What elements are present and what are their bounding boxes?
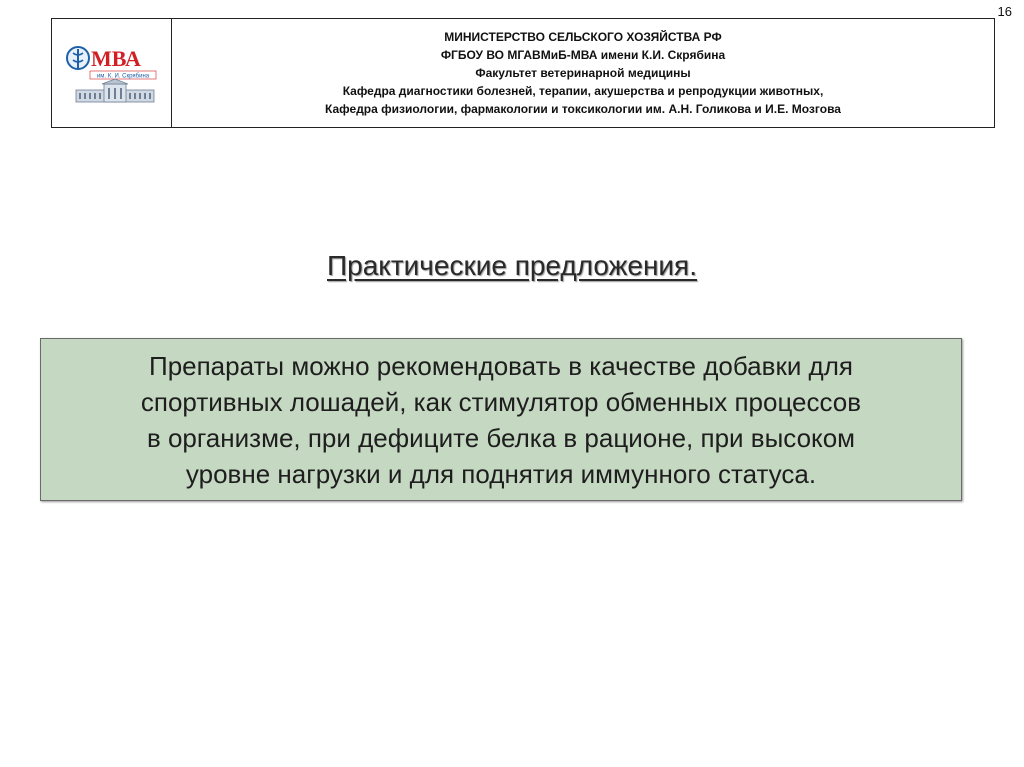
page-number: 16 bbox=[997, 4, 1012, 19]
proposal-text bbox=[141, 348, 861, 492]
header-text-block bbox=[172, 19, 994, 127]
proposal-box bbox=[40, 338, 962, 501]
proposal-line: спортивных лошадей, как стимулятор обменных процессов bbox=[140, 386, 862, 417]
logo-cell bbox=[52, 19, 172, 127]
proposal-line: Препараты можно рекомендовать в качестве добавки для bbox=[149, 350, 853, 381]
header-line-department-1: Кафедра диагностики болезней, терапии, акушерства и репродукции животных, bbox=[342, 84, 824, 98]
header-box bbox=[51, 18, 995, 128]
header-line-university: ФГБОУ ВО МГАВМиБ-МВА имени К.И. Скрябина bbox=[440, 48, 726, 62]
slide-title: Практические предложения. bbox=[327, 250, 697, 281]
logo-subtitle-text: им. К. И. Скрябина bbox=[96, 73, 149, 80]
proposal-line: уровне нагрузки и для поднятия иммунного статуса. bbox=[185, 458, 817, 489]
university-logo bbox=[64, 38, 160, 108]
header-line-ministry: МИНИСТЕРСТВО СЕЛЬСКОГО ХОЗЯЙСТВА РФ bbox=[444, 30, 722, 44]
header-line-department-2: Кафедра физиологии, фармакологии и токсикологии им. А.Н. Голикова и И.Е. Мозгова bbox=[325, 102, 841, 116]
header-line-faculty: Факультет ветеринарной медицины bbox=[475, 66, 691, 80]
proposal-line: в организме, при дефиците белка в рационе, при высоком bbox=[146, 422, 856, 453]
logo-brand-text: МВА bbox=[90, 46, 141, 71]
